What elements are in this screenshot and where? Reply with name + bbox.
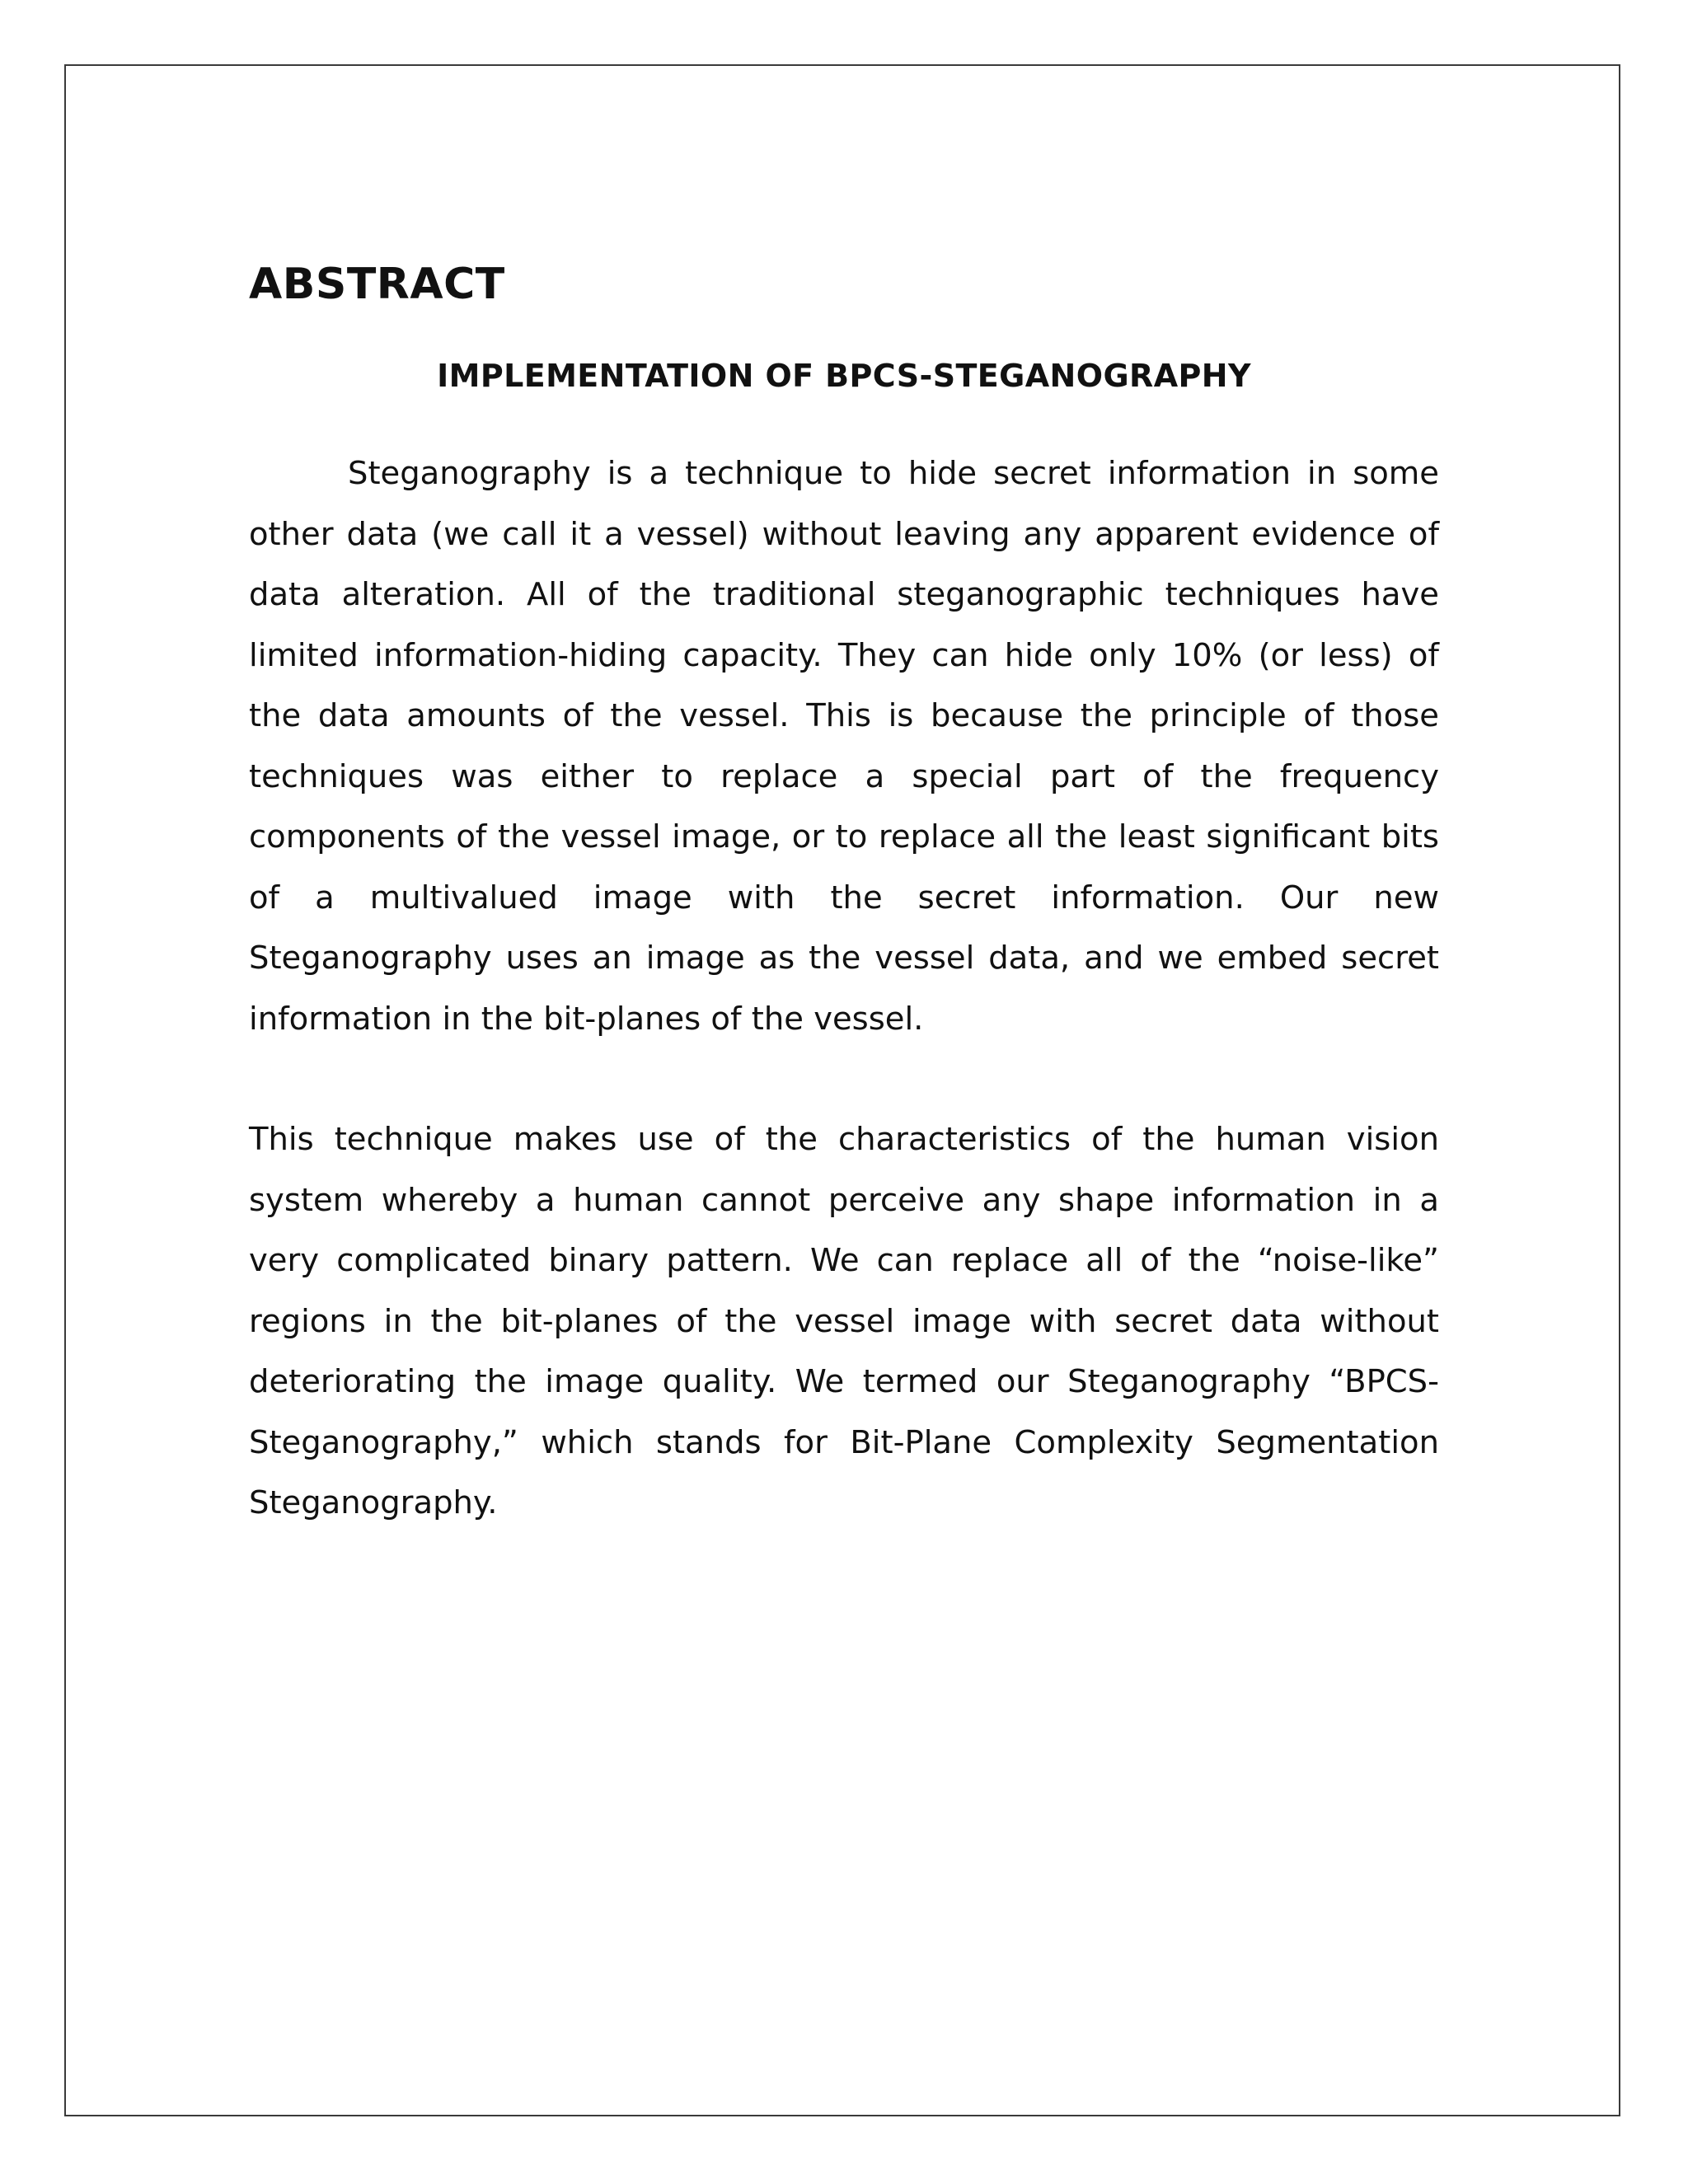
abstract-paragraph-1: Steganography is a technique to hide secret information in some other data (we call it a vessel) without leaving any apparent evidence of data alteration. All of the traditional steganographic techniques have limited information-hiding capacity. They can hide only 10% (or less) of the data amounts of the vessel. This is because the principle of those techniques was either to replace a special part of the frequency components of the vessel image, or to replace all the least significant bits of a multivalued image with the secret information. Our new Steganography uses an image as the vessel data, and we embed secret information in the bit-planes of the vessel.: [249, 455, 1439, 1038]
document-content: [249, 247, 1439, 1534]
abstract-paragraph-2: This technique makes use of the characteristics of the human vision system whereby a human cannot perceive any shape information in a very complicated binary pattern. We can replace all of the “noise-like” regions in the bit-planes of the vessel image with secret data without deteriorating the image quality. We termed our Steganography “BPCS-Steganography,” which stands for Bit-Plane Complexity Segmentation Steganography.: [249, 1121, 1439, 1521]
document-title: IMPLEMENTATION OF BPCS-STEGANOGRAPHY: [437, 358, 1251, 394]
section-heading: ABSTRACT: [249, 260, 505, 309]
